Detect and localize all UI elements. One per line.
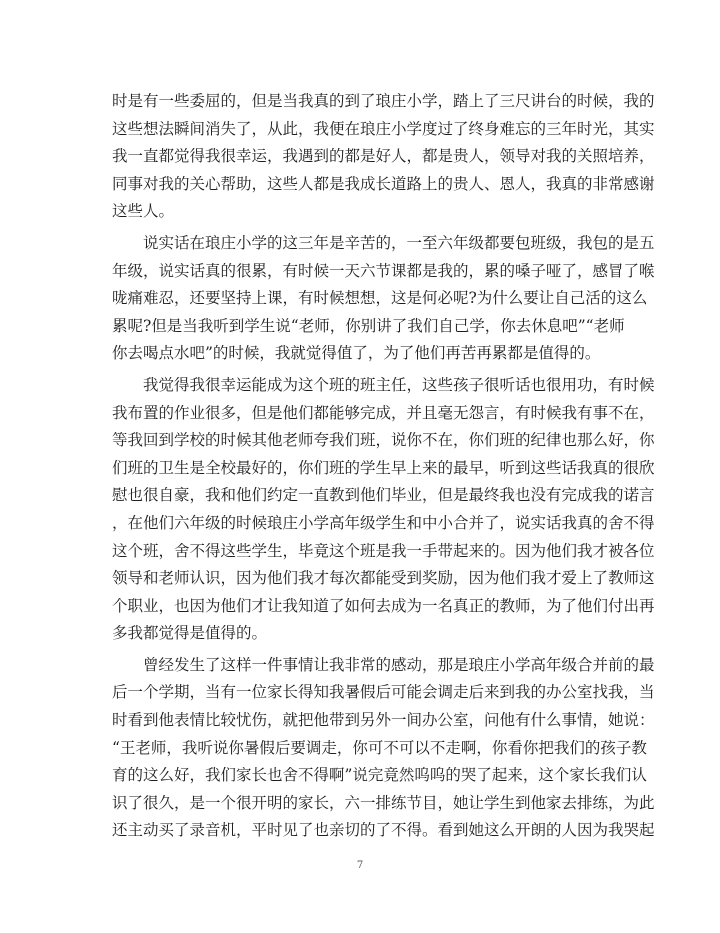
text-line: 咙痛难忍，还要坚持上课，有时候想想，这是何必呢?为什么要让自己活的这么 (112, 289, 648, 308)
text-line: 曾经发生了这样一件事情让我非常的感动，那是琅庄小学高年级合并前的最 (112, 655, 655, 674)
page-number: 7 (356, 860, 364, 871)
text-line: 我觉得我很幸运能成为这个班的班主任，这些孩子很听话也很用功，有时候 (112, 375, 655, 394)
text-line: 等我回到学校的时候其他老师夸我们班，说你不在，你们班的纪律也那么好，你 (112, 431, 655, 450)
text-line: ，在他们六年级的时候琅庄小学高年级学生和中小合并了，说实话我真的舍不得 (112, 513, 655, 532)
text-line: “王老师，我听说你暑假后要调走，你可不可以不走啊，你看你把我们的孩子教 (112, 738, 647, 757)
text-line: 同事对我的关心帮助，这些人都是我成长道路上的贵人、恩人，我真的非常感谢 (112, 174, 655, 193)
text-line: 这些想法瞬间消失了，从此，我便在琅庄小学度过了终身难忘的三年时光，其实 (112, 119, 655, 138)
text-line: 我布置的作业很多，但是他们都能够完成，并且毫无怨言，有时候我有事不在， (112, 403, 655, 422)
paragraph (112, 372, 655, 648)
paragraph (112, 652, 655, 845)
text-line: 时看到他表情比较忧伤，就把他带到另外一间办公室，问他有什么事情，她说： (112, 711, 655, 730)
document-body (112, 88, 655, 845)
text-line: 育的这么好，我们家长也舍不得啊”说完竟然呜呜的哭了起来，这个家长我们认 (112, 766, 647, 785)
text-line: 年级，说实话真的很累，有时候一天六节课都是我的，累的嗓子哑了，感冒了喉 (112, 261, 655, 280)
text-line: 多我都觉得是值得的。 (112, 624, 268, 643)
text-line: 们班的卫生是全校最好的，你们班的学生早上来的最早，听到这些话我真的很欣 (112, 458, 655, 477)
text-line: 领导和老师认识，因为他们我才每次都能受到奖励，因为他们我才爱上了教师这 (112, 569, 655, 588)
text-line: 还主动买了录音机，平时见了也亲切的了不得。看到她这么开朗的人因为我哭起 (112, 821, 655, 840)
text-line: 个职业，也因为他们才让我知道了如何去成为一名真正的教师，为了他们付出再 (112, 596, 655, 615)
paragraph (112, 88, 655, 226)
text-line: 我一直都觉得我很幸运，我遇到的都是好人，都是贵人，领导对我的关照培养， (112, 147, 655, 166)
text-line: 说实话在琅庄小学的这三年是辛苦的，一至六年级都要包班级，我包的是五 (112, 233, 655, 252)
text-line: 后一个学期，当有一位家长得知我暑假后可能会调走后来到我的办公室找我，当 (112, 683, 655, 702)
paragraph (112, 230, 655, 368)
text-line: 累呢?但是当我听到学生说“老师，你别讲了我们自己学，你去休息吧”“老师 (112, 316, 625, 335)
text-line: 你去喝点水吧”的时候，我就觉得值了，为了他们再苦再累都是值得的。 (112, 344, 601, 363)
text-line: 这些人。 (112, 202, 175, 221)
text-line: 慰也很自豪，我和他们约定一直教到他们毕业，但是最终我也没有完成我的诺言 (112, 486, 655, 505)
text-line: 这个班，舍不得这些学生，毕竟这个班是我一手带起来的。因为他们我才被各位 (112, 541, 655, 560)
text-line: 识了很久，是一个很开明的家长，六一排练节目，她让学生到他家去排练，为此 (112, 793, 655, 812)
text-line: 时是有一些委屈的，但是当我真的到了琅庄小学，踏上了三尺讲台的时候，我的 (112, 92, 655, 110)
